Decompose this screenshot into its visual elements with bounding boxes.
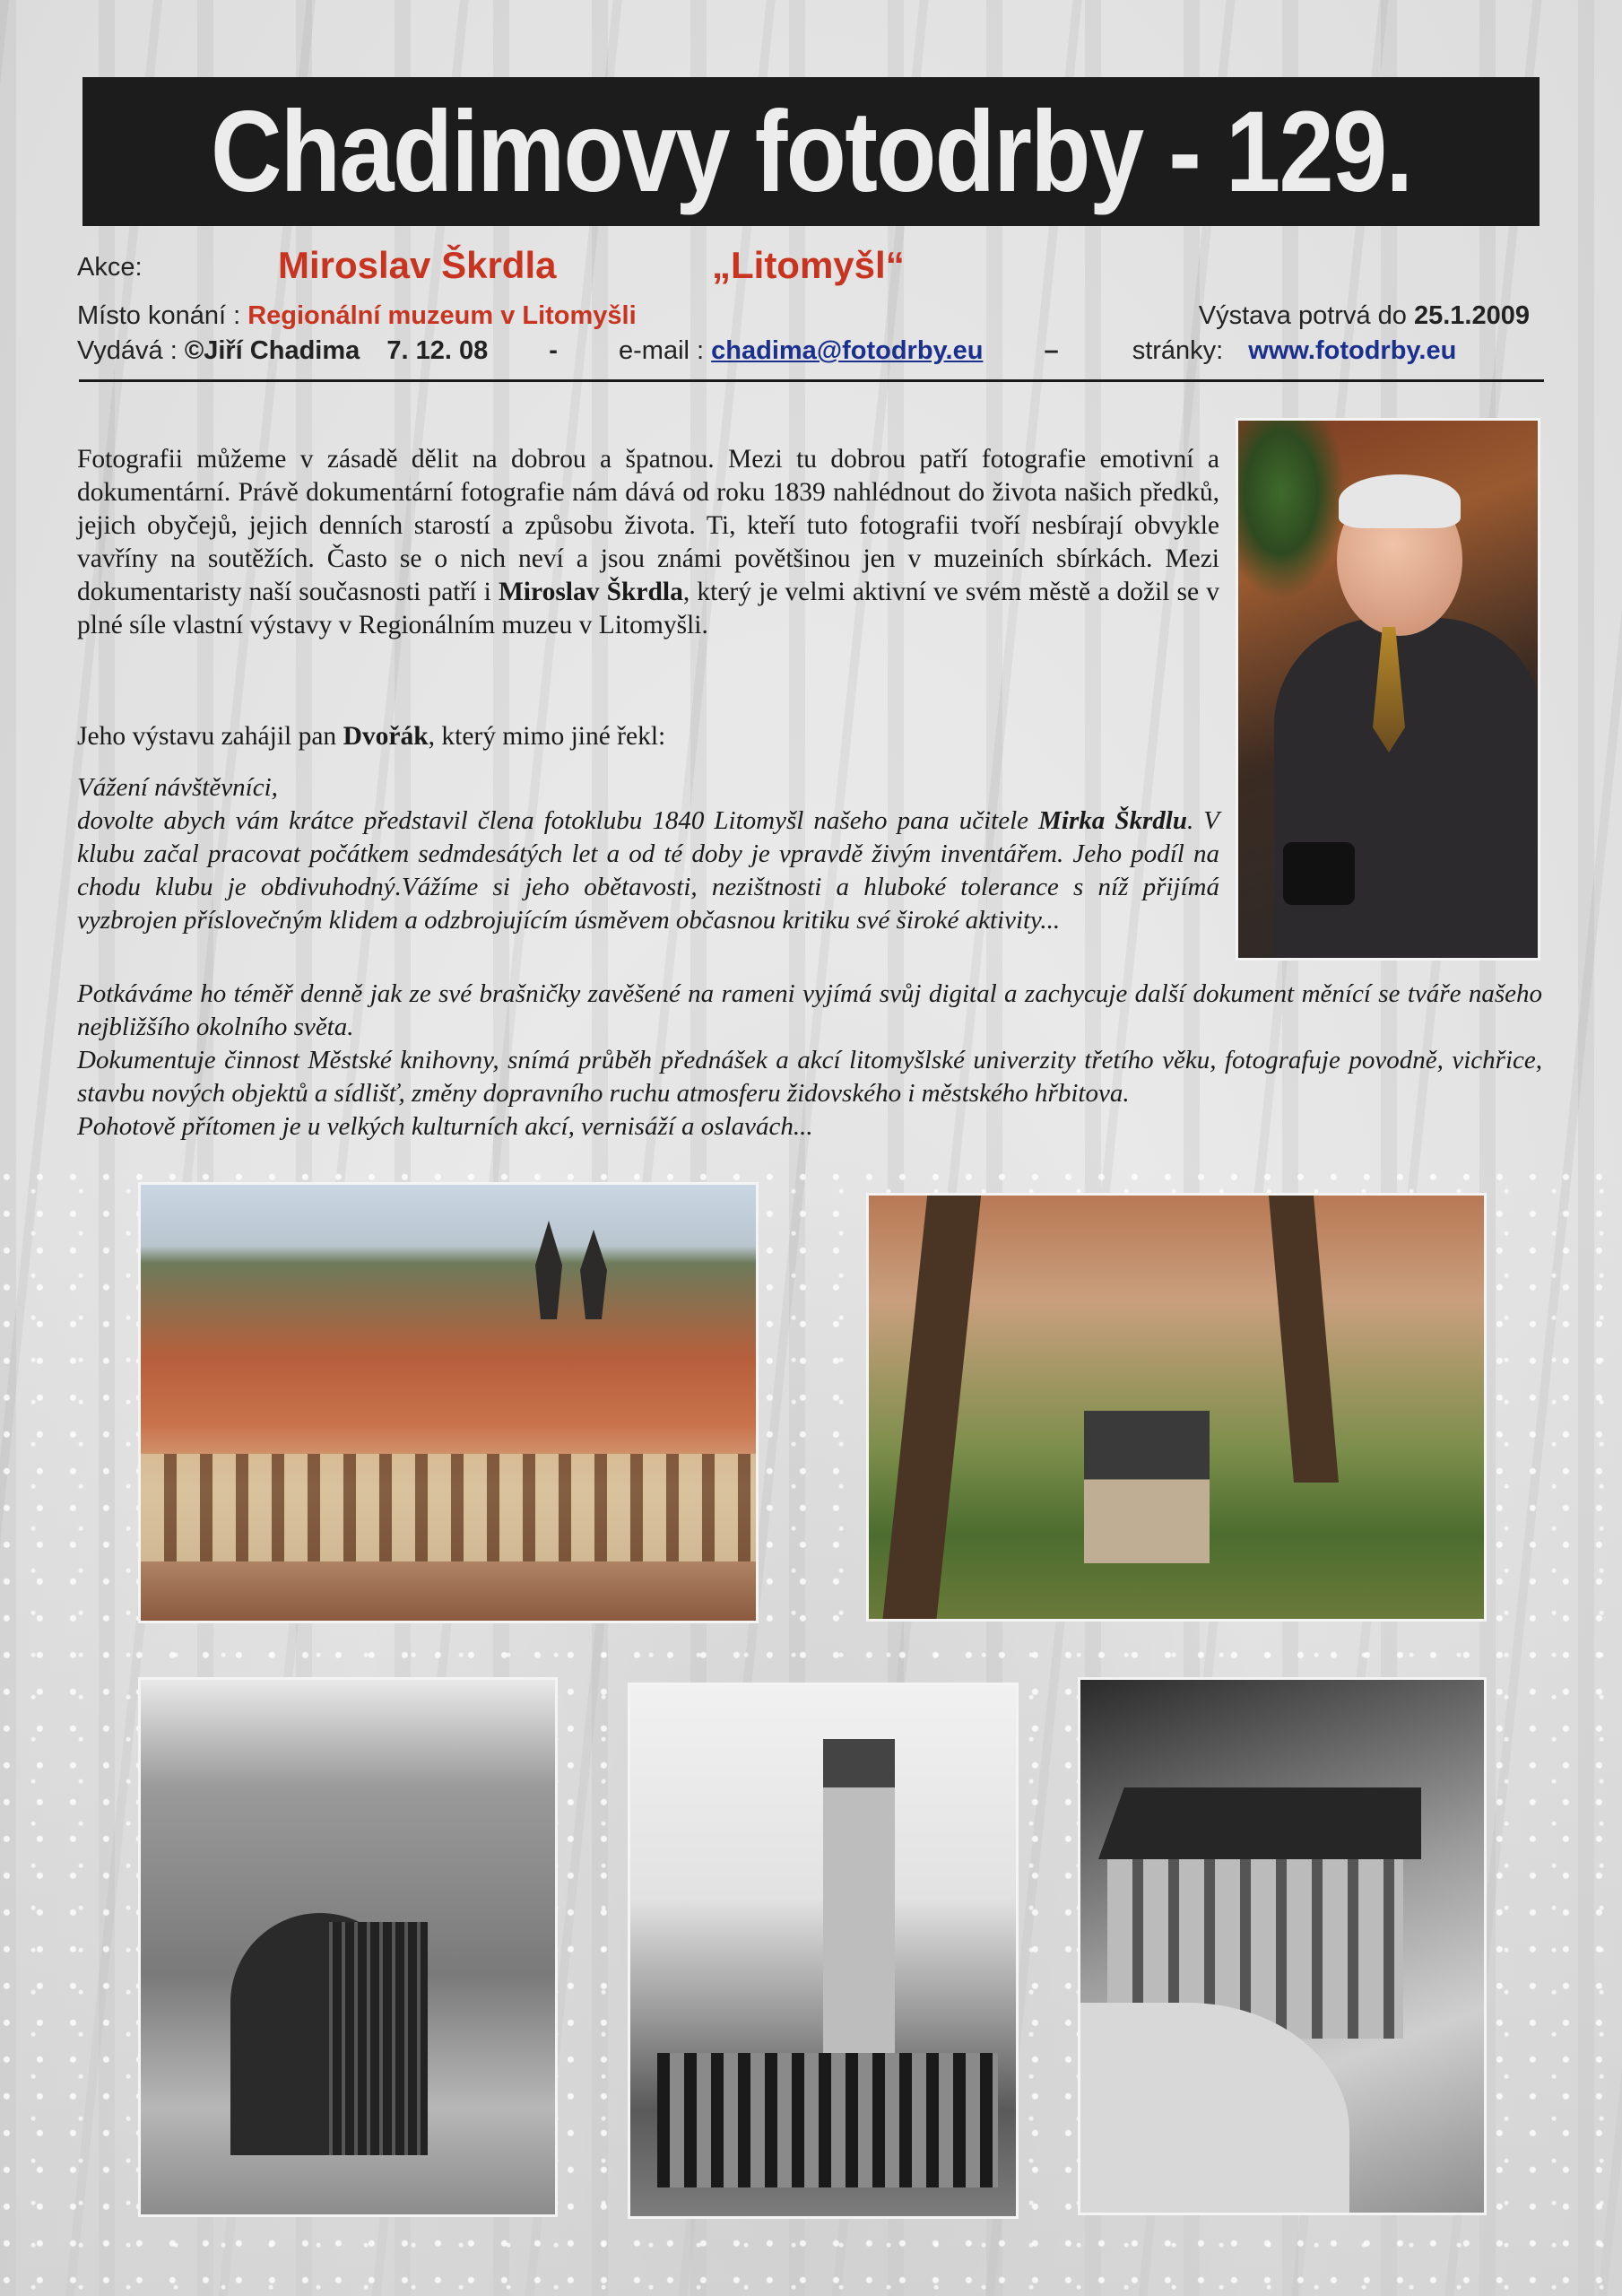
quote-paragraph-5: Pohotově přítomen je u velkých kulturních akcí, vernisáží a oslavách... [77,1112,813,1141]
quote-body [77,804,1219,937]
tree-trunk-shape [1269,1196,1339,1483]
quote-greeting: Vážení návštěvníci, [77,773,278,802]
misto-label: Místo konání : [77,301,241,330]
suit-shape [1274,618,1540,961]
opening-text-b: , který mimo jiné řekl: [428,722,666,751]
venue-row [77,301,1539,331]
intro-text-b: , který je velmi aktivní ve svém městě a dožil se v plné síle vlastní výstavy v Regionálním muzeu v Litomyšli. [77,578,1220,639]
photo-band-tower-bw [628,1683,1019,2219]
akce-name: Miroslav Škrdla [278,244,557,286]
vydava-value: ©Jiří Chadima [184,336,360,365]
publisher-row [77,336,1539,366]
gate-shape [329,1922,428,2155]
email-link[interactable]: chadima@fotodrby.eu [711,336,984,365]
tree-trunk-shape [882,1196,981,1622]
hair-shape [1339,474,1461,528]
speech-quote [77,771,1219,937]
vydava-label: Vydává : [77,336,178,365]
akce-place: „Litomyšl“ [712,244,905,286]
photo-gate-bw [138,1677,558,2217]
email-label: e-mail : [619,336,705,365]
opening-text-a: Jeho výstavu zahájil pan [77,722,343,751]
quote-paragraph-4: Dokumentuje činnost Městské knihovny, snímá průběh přednášek a akcí litomyšlské univerzity třetího věku, fotografuje povodně, vichřice, stavbu nových objektů a sídlišť, změny dopravního ruchu atmosferu židovského i městského hřbitova. [77,1046,1542,1108]
event-row [77,244,1539,286]
spire-shape [535,1221,562,1319]
photo-street-bw [1078,1677,1487,2215]
web-label: stránky: [1132,336,1224,365]
portrait-photo [1236,418,1540,961]
quote-text-a: dovolte abych vám krátce představil člena fotoklubu 1840 Litomyšl našeho pana učitele [77,806,1039,835]
arcade-shape [141,1454,759,1561]
camera-icon [1283,842,1355,905]
vystava-label: Výstava potrvá do [1198,301,1407,330]
separator-dash: - [549,336,558,365]
intro-text-a: Fotografii můžeme v zásadě dělit na dobrou a špatnou. Mezi tu dobrou patří fotografie emotivní a dokumentární. Právě dokumentární fotografie nám dává od roku 1839 nahlédnout do života našich předků, jejich obyčejů, jejich denních starostí a způsobu života. Ti, kteří tuto fotografii tvoří nesbírají obvykle vavříny na soutěžích. Často se o nich neví a jsou známi povětšinou jen v muzeiních sbírkách. Mezi dokumentaristy naší současnosti patří i [77,445,1219,606]
roof-shape [1098,1787,1421,1859]
plant-shape [1238,421,1346,600]
separator-endash: – [1044,336,1059,365]
quote-paragraph-3: Potkáváme ho téměř denně jak ze své brašničky zavěšené na rameni vyjímá svůj digital a zachycuje další dokument měnící se tváře našeho nejbližšího okolního světa. [77,979,1542,1041]
vydava-date: 7. 12. 08 [386,336,489,365]
vystava-date: 25.1.2009 [1413,301,1530,330]
misto-value: Regionální muzeum v Litomyšli [247,301,637,330]
quote-name: Mirka Škrdlu [1038,806,1187,835]
photo-castle-rooftops [138,1182,759,1623]
speech-quote-continued [77,978,1542,1144]
statue-shape [1084,1411,1210,1563]
akce-label: Akce: [77,253,143,282]
photo-statue-square [866,1193,1487,1622]
quote-text-b: . V klubu začal pracovat počátkem sedmdesátých let a od té doby je vpravdě živým inventářem. Jeho podíl na chodu klubu je obdivuhodný.Vážíme si jeho obětavosti, nezištnosti a hluboké tolerance s níž přijímá vyzbrojen příslovečným klidem a odzbrojujícím úsměvem občasnou kritiku své široké aktivity... [77,806,1220,935]
opening-paragraph [77,720,1219,753]
title-banner [82,77,1540,226]
web-link[interactable]: www.fotodrby.eu [1248,336,1457,365]
opening-name: Dvořák [343,722,429,751]
spire-shape [580,1230,607,1319]
band-shape [657,2053,998,2187]
tower-shape [823,1739,895,2062]
header-divider [79,379,1544,382]
intro-paragraph [77,443,1219,642]
page-title: Chadimovy fotodrby - 129. [210,87,1412,216]
vystava-info [1199,301,1530,331]
intro-name: Miroslav Škrdla [498,578,683,606]
